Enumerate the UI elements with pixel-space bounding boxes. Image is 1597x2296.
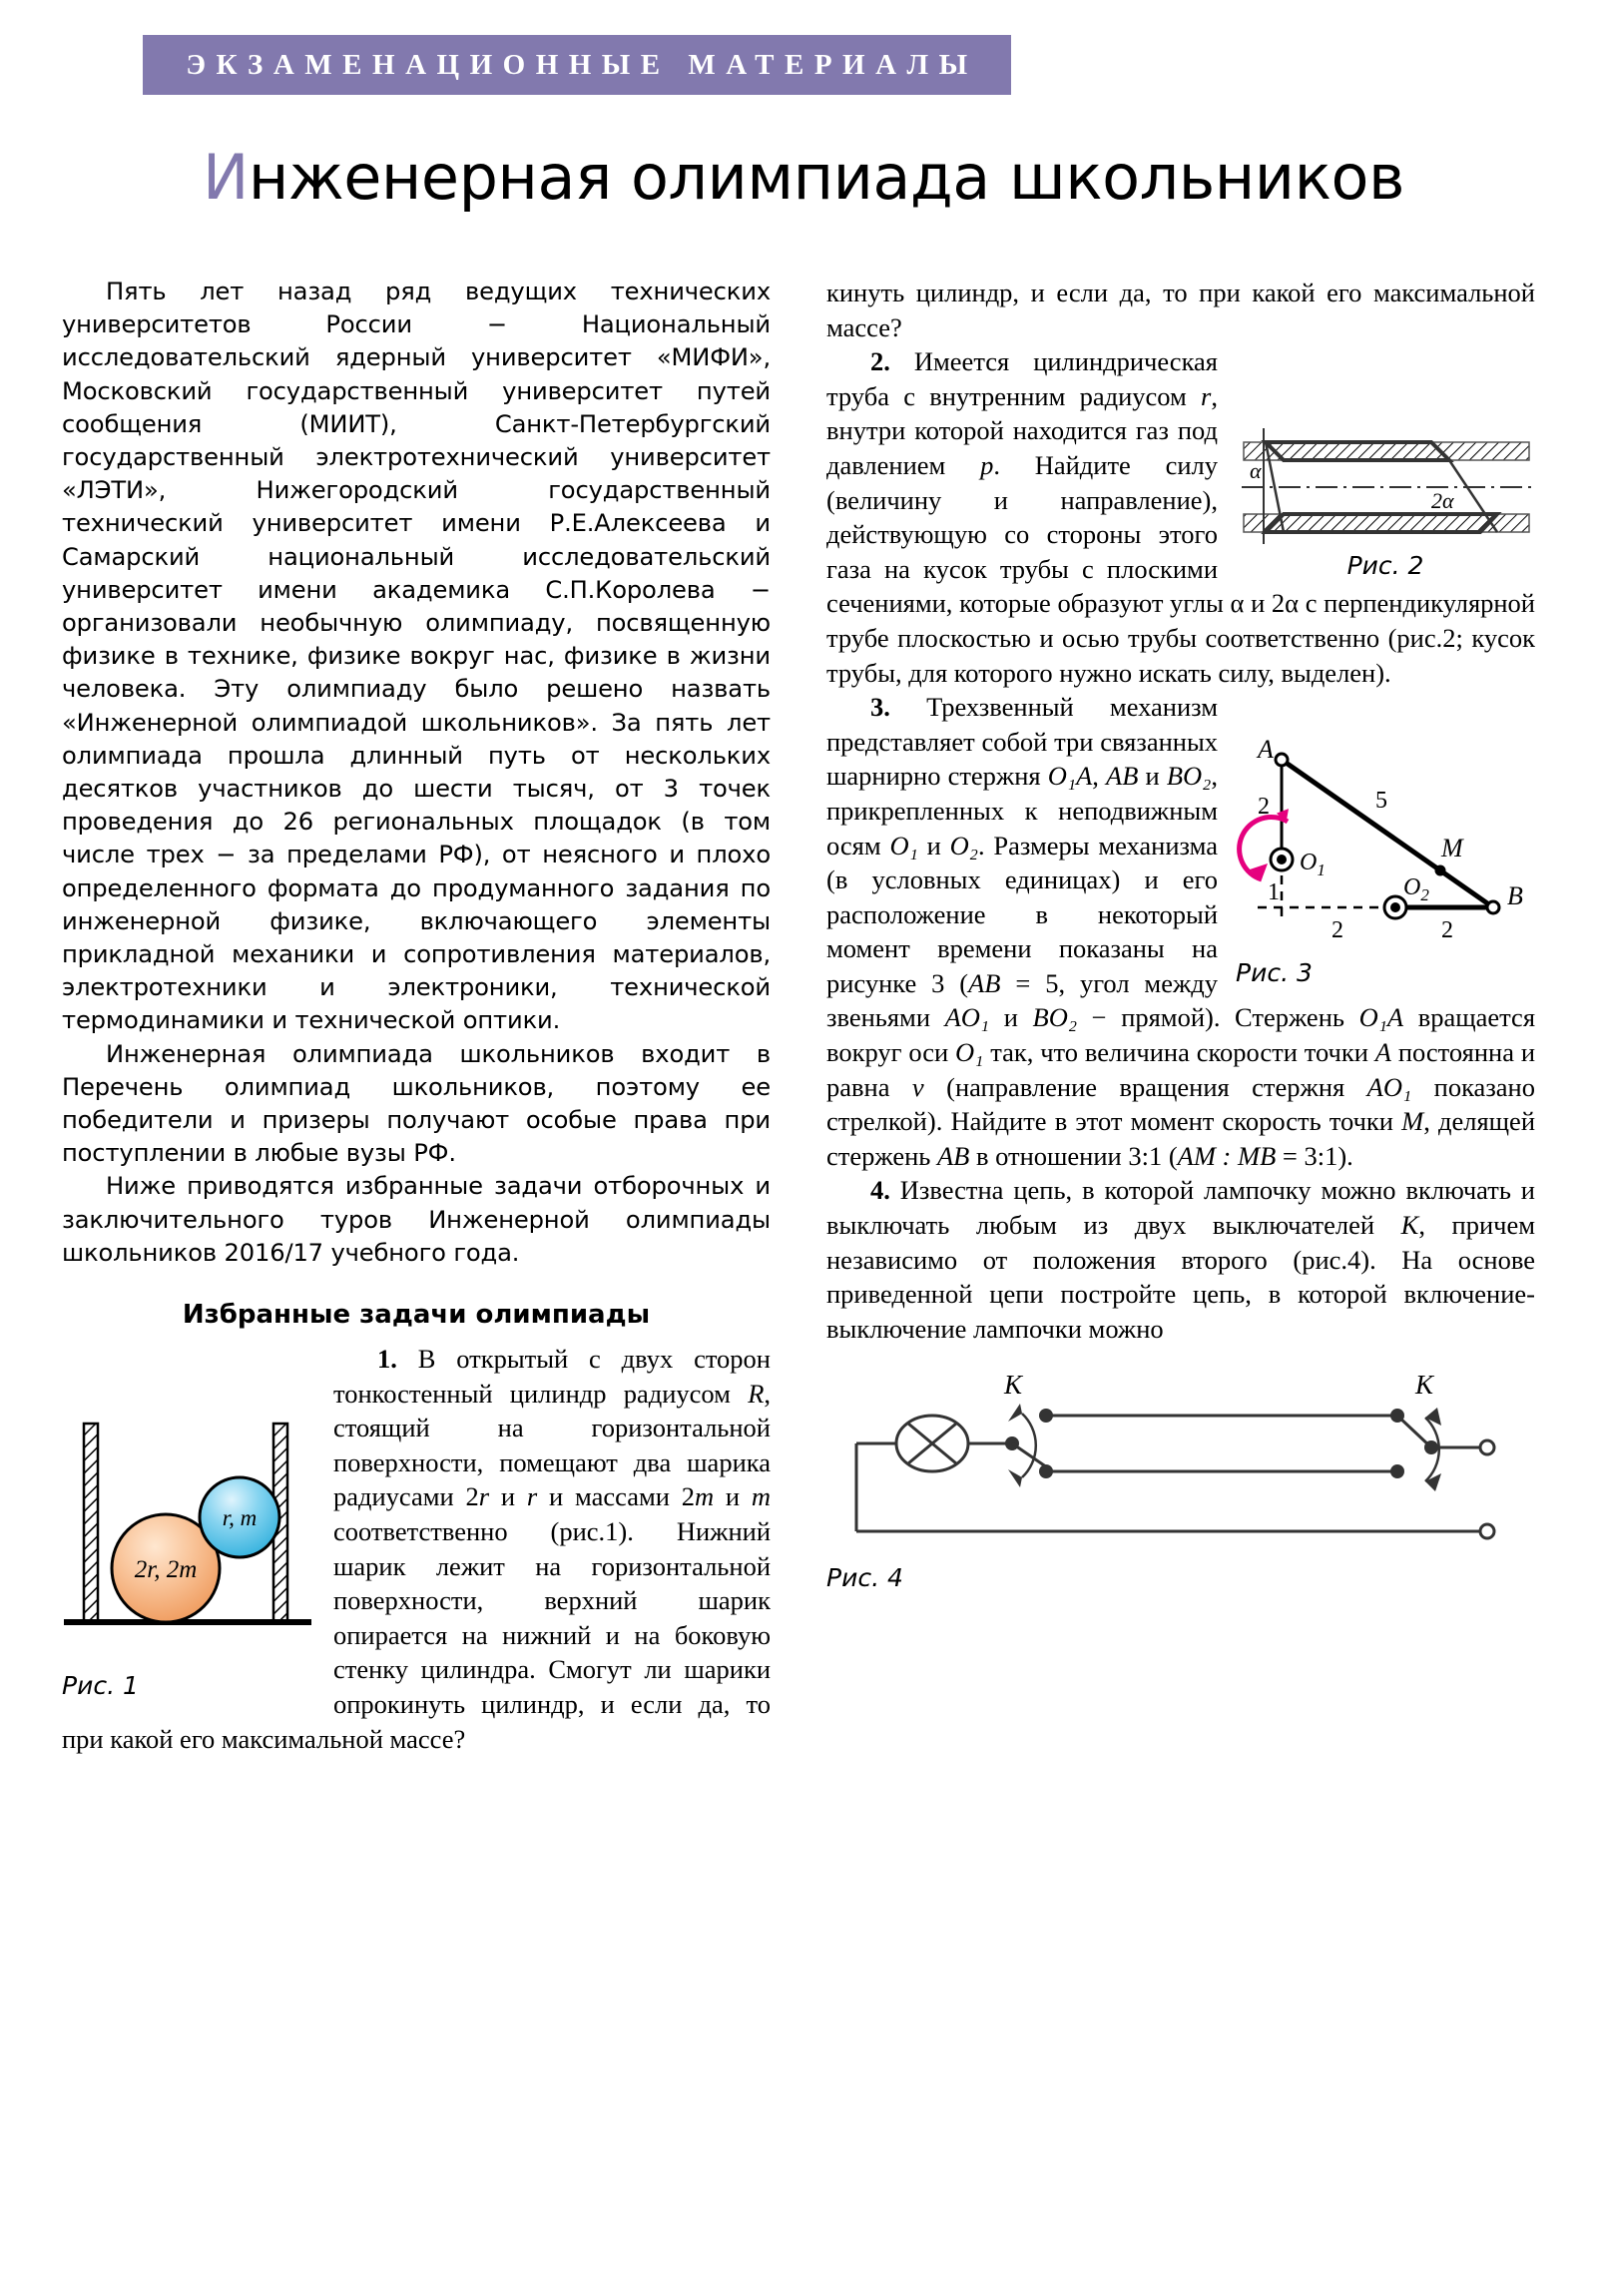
figure-3-label-A: A <box>1258 735 1274 765</box>
problem-3-point-M: M <box>1401 1106 1424 1137</box>
problem-3-text-p: в отношении 3:1 ( <box>969 1140 1178 1171</box>
problem-2-number: 2. <box>870 346 890 377</box>
problem-3-rod-BO2: BO₂ <box>1166 761 1212 792</box>
problem-3-rod-BO2-2: BO₂ <box>1032 1002 1078 1033</box>
figure-2-wrapper <box>1236 422 1535 580</box>
figure-3-dim-bottom-left: 2 <box>1331 917 1343 944</box>
problem-3-text-d: , прикрепленных к неподвижным осям <box>826 761 1219 861</box>
problem-3-rod-AB: AB <box>1106 761 1139 792</box>
problem-3-text-e: и <box>917 830 950 861</box>
problem-3-text-b: , <box>1092 761 1107 792</box>
figure-2-pipe-section <box>1236 422 1535 547</box>
figure-4-wrapper <box>826 1360 1535 1592</box>
figure-3-label-O1: $O_1$ <box>1300 850 1326 880</box>
problem-3-ratio: AM : MB <box>1177 1140 1277 1171</box>
problem-2-var-r: r <box>1201 380 1212 411</box>
figure-1-caption: Рис. 1 <box>62 1671 139 1701</box>
intro-paragraph-2: Инженерная олимпиада школьников входит в Перечень олимпиад школьников, поэтому ее победители и призеры получают особые права при поступлении в любые вузы РФ. <box>62 1039 771 1168</box>
problem-1-text-c: и <box>489 1481 527 1512</box>
figure-3-caption: Рис. 3 <box>1236 958 1313 988</box>
title-drop-cap: И <box>202 140 249 214</box>
problem-3-text-m: (направление вращения стержня <box>923 1071 1367 1102</box>
problem-4-switch-K: K <box>1400 1210 1419 1241</box>
figure-4-switch-label-left: K <box>1004 1370 1023 1401</box>
problem-2-text-a: Имеется цилиндрическая труба с внутренним радиусом <box>826 346 1218 411</box>
right-column <box>826 276 1535 1592</box>
problem-3-var-v: v <box>911 1071 924 1102</box>
problem-1-text-a: В открытый с двух сторон тонкостенный цилиндр радиусом <box>333 1344 771 1409</box>
figure-2-angle-2alpha: 2α <box>1431 488 1454 514</box>
figure-3-label-M: M <box>1441 834 1463 863</box>
figure-3-dim-bottom-right: 2 <box>1441 917 1453 944</box>
problem-2-text-b: , внутри которой находится газ под давлением <box>826 380 1218 480</box>
section-heading: Избранные задачи олимпиады <box>182 1300 651 1331</box>
problem-3-rod-AB-3: AB <box>936 1140 970 1171</box>
exam-materials-banner <box>143 35 1011 95</box>
problem-3-point-A: A <box>1374 1037 1391 1068</box>
page-title <box>120 140 1487 216</box>
problem-3-text-l: постоянна и равна <box>826 1037 1535 1102</box>
left-column <box>62 276 771 1756</box>
problem-3-text-g: = 5, угол между звеньями <box>826 967 1219 1033</box>
problem-1-text-d: и массами 2 <box>537 1481 695 1512</box>
problem-3-rod-AB-2: AB <box>968 967 1001 998</box>
problem-3-text-i: − прямой). Стержень <box>1077 1002 1359 1033</box>
figure-3-dim-AB: 5 <box>1375 788 1387 815</box>
problem-3-text-j: вращается вокруг оси <box>826 1002 1536 1068</box>
problem-1-var-r1: r <box>478 1481 490 1512</box>
problem-4-text-a: Известна цепь, в которой лампочку можно включать и выключать любым из двух выключателей <box>826 1175 1535 1241</box>
figure-2-caption: Рис. 2 <box>1346 551 1424 581</box>
problem-3-text-c: и <box>1138 761 1167 792</box>
problem-3-number: 3. <box>870 692 890 723</box>
problem-3-text-n: показано стрелкой). Найдите в этот момент скорость точки <box>826 1071 1535 1137</box>
figure-1-small-ball-label: r, m <box>222 1505 258 1531</box>
problem-1-continuation: кинуть цилиндр, и если да, то при какой его максимальной массе? <box>826 278 1535 342</box>
problem-3-text-f: . Размеры механизма (в условных единицах) и его расположение в некоторый момент времени показаны на рисунке 3 ( <box>826 830 1218 998</box>
problem-3-text-o: , делящей стержень <box>826 1106 1535 1171</box>
problem-3-rod-O1A-2: O₁A <box>1358 1002 1404 1033</box>
problem-1-var-m2: m <box>751 1481 772 1512</box>
problem-4-text-b: , причем независимо от положения второго (рис.4). На основе приведенной цепи постройте цепь, в которой включение-выключение лампочки можно <box>826 1210 1535 1344</box>
figure-3-label-B: B <box>1507 881 1523 911</box>
figure-3-dim-O1-down: 1 <box>1268 879 1280 906</box>
title-rest: нженерная олимпиада школьников <box>248 140 1405 214</box>
figure-1-wrapper <box>62 1406 313 1700</box>
figure-1-cylinder-with-balls <box>62 1406 313 1667</box>
intro-paragraph-3: Ниже приводятся избранные задачи отборочных и заключительного туров Инженерной олимпиады школьников 2016/17 учебного года. <box>62 1172 771 1267</box>
problem-1-var-R: R <box>748 1378 765 1409</box>
problem-3-text-q: = 3:1). <box>1276 1140 1353 1171</box>
problem-3-axis-O2: O₂ <box>949 830 978 861</box>
figure-3-dim-AO1: 2 <box>1258 794 1270 821</box>
problem-2-text-c: . Найдите силу (величину и направление), действующую со стороны этого газа на кусок трубы с плоскими сечениями, которые образуют углы α и 2α с перпендикулярной трубе плоскостью и осью трубы соответственно (рис.2; кусок трубы, для которого нужно искать силу, выделен). <box>826 449 1535 688</box>
problem-3-axis-O1: O₁ <box>889 830 918 861</box>
problem-3-rod-O1A: O₁A <box>1047 761 1093 792</box>
figure-4-two-way-switch-circuit <box>826 1360 1535 1559</box>
problem-4 <box>826 1173 1535 1346</box>
problem-3-axis-O1-2: O₁ <box>955 1037 984 1068</box>
figure-4-switch-label-right: K <box>1415 1370 1434 1401</box>
problem-2-var-p: p <box>980 449 994 480</box>
problem-1-var-r2: r <box>526 1481 538 1512</box>
problem-1-text-f: соответственно (рис.1). Нижний шарик лежит на горизонтальной поверхности, верхний шарик опирается на нижний и на боковую стенку цилиндра. Смогут ли шарики опрокинуть цилиндр, и если да, то при какой его максимальной массе? <box>62 1516 771 1754</box>
problem-3-rod-AO1: AO₁ <box>944 1002 990 1033</box>
figure-4-spacer <box>826 1346 1535 1360</box>
figure-3-wrapper <box>1236 730 1535 987</box>
banner-label: ЭКЗАМЕНАЦИОННЫЕ МАТЕРИАЛЫ <box>186 48 978 81</box>
problem-1-var-m1: m <box>694 1481 715 1512</box>
figure-2-angle-alpha: α <box>1250 458 1262 484</box>
problem-1-number: 1. <box>377 1344 397 1375</box>
problem-1-text-e: и <box>714 1481 752 1512</box>
figure-1-big-ball-label: 2r, 2m <box>134 1556 198 1584</box>
figure-4-caption: Рис. 4 <box>826 1563 903 1593</box>
problem-1-text-b: , стоящий на горизонтальной поверхности, помещают два шарика радиусами 2 <box>333 1378 771 1512</box>
problem-3-text-k: так, что величина скорости точки <box>983 1037 1375 1068</box>
problem-3-text-h: и <box>989 1002 1033 1033</box>
intro-paragraph-1: Пять лет назад ряд ведущих технических университетов России − Национальный исследовательский ядерный университет «МИФИ», Московский государственный университет путей сообщения (МИИТ), Санкт-Петербургский государственный электротехнический университет «ЛЭТИ», Нижегородский государственный технический университет имени Р.Е.Алексеева и Самарский национальный исследовательский университет имени академика С.П.Королева − организовали необычную олимпиаду, посвященную физике в технике, физике вокруг нас, физике в жизни человека. Эту олимпиаду было решено назвать «Инженерной олимпиадой школьников». За пять лет олимпиада прошла длинный путь от нескольких десятков участников до шести тысяч, от 3 точек проведения до 26 региональных площадок (в том числе трех − за пределами РФ), от неясного и плохо определенного формата до продуманного задания по инженерной физике, включающего элементы прикладной механики и сопротивления материалов, электротехники и электроники, технической термодинамики и технической оптики. <box>62 278 771 1035</box>
problem-3-text-a: Трехзвенный механизм представляет собой три связанных шарнирно стержня <box>826 692 1218 792</box>
problem-3-rod-AO1-2: AO₁ <box>1366 1071 1412 1102</box>
problem-4-number: 4. <box>870 1175 890 1206</box>
figure-3-label-O2: $O_2$ <box>1403 874 1429 905</box>
figure-3-three-link-mechanism <box>1236 730 1535 954</box>
